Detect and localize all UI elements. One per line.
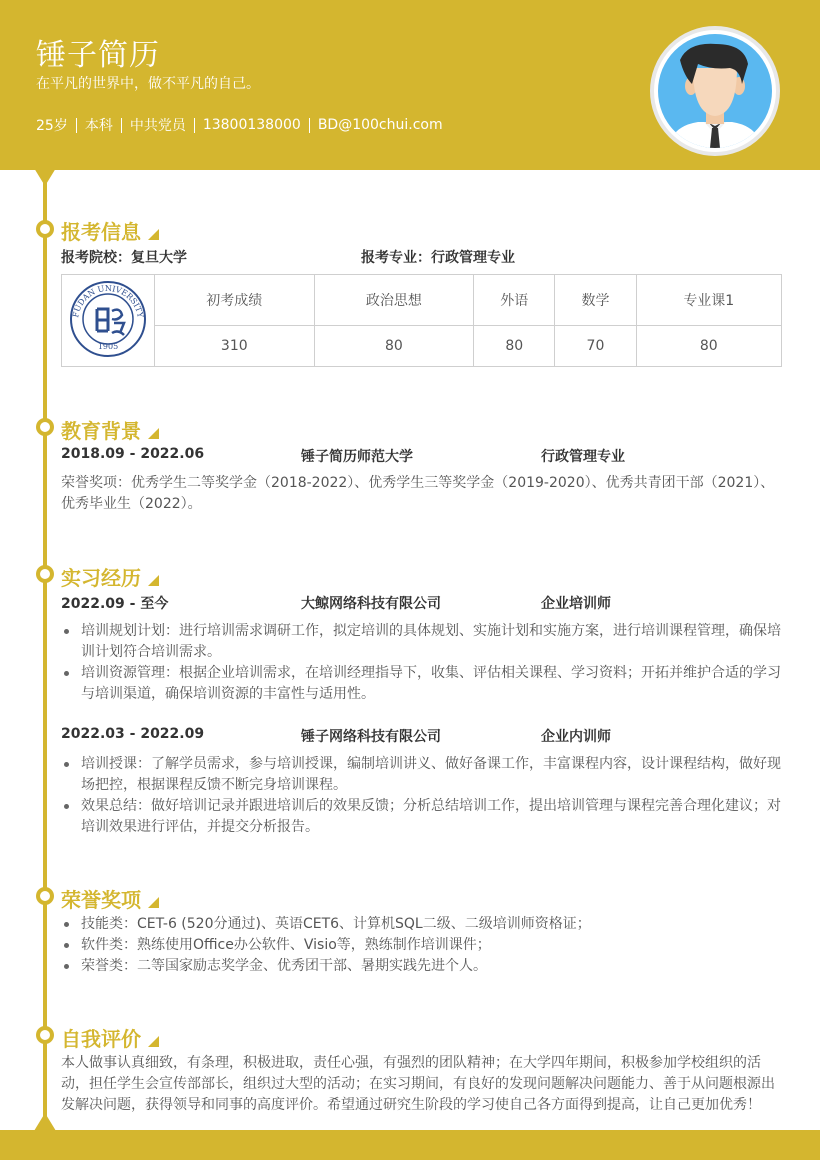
section-title-text: 报考信息	[61, 220, 141, 244]
job-company: 锤子网络科技有限公司	[301, 729, 441, 745]
info-degree: 本科	[84, 118, 113, 134]
table-cell: 310	[155, 325, 315, 366]
section-title-education	[61, 415, 159, 444]
avatar	[650, 26, 780, 156]
section-marker	[36, 1026, 54, 1044]
list-item: 效果总结：做好培训记录并跟进培训后的效果反馈；分析总结培训工作，提出培训管理与课程完善合理化建议；对培训效果进行评估，并提交分析报告。	[61, 796, 783, 838]
logo-text: FUDAN UNIVERSITY	[71, 283, 145, 318]
table-cell: 80	[314, 325, 474, 366]
table-header-cell: 外语	[474, 275, 555, 326]
divider	[76, 118, 77, 133]
table-cell: 80	[474, 325, 555, 366]
list-item: 培训授课：了解学员需求，参与培训授课，编制培训讲义、做好备课工作，丰富课程内容，设计课程结构，做好现场把控，根据课程反馈不断完身培训课程。	[61, 754, 783, 796]
job-period: 2022.09 - 至今	[61, 596, 169, 612]
section-title-text: 实习经历	[61, 566, 141, 590]
section-title-text: 荣誉奖项	[61, 888, 141, 912]
section-title-self	[61, 1023, 159, 1052]
university-logo-cell	[62, 275, 155, 367]
awards-list	[61, 914, 783, 977]
apply-school: 报考院校：复旦大学	[61, 250, 187, 266]
divider	[121, 118, 122, 133]
section-title-internship	[61, 562, 159, 591]
list-item: 技能类：CET-6 (520分通过)、英语CET6、计算机SQL二级、二级培训师资格证；	[61, 914, 783, 935]
timeline-arrow-bottom	[34, 1113, 56, 1131]
list-item: 软件类：熟练使用Office办公软件、Visio等，熟练制作培训课件；	[61, 935, 783, 956]
edu-period: 2018.09 - 2022.06	[61, 446, 205, 462]
corner-triangle-icon	[148, 1036, 159, 1047]
divider	[194, 118, 195, 133]
edu-honors: 荣誉奖项：优秀学生二等奖学金（2018-2022）、优秀学生三等奖学金（2019-2020）、优秀共青团干部（2021）、优秀毕业生（2022）。	[61, 475, 775, 512]
job-duties	[61, 754, 783, 838]
section-title-awards	[61, 884, 159, 913]
apply-major: 报考专业：行政管理专业	[361, 250, 515, 266]
divider	[309, 118, 310, 133]
footer-band	[0, 1130, 820, 1160]
info-age: 25岁	[36, 118, 68, 134]
job-company: 大鲸网络科技有限公司	[301, 596, 441, 612]
section-title-text: 教育背景	[61, 419, 141, 443]
corner-triangle-icon	[148, 897, 159, 908]
section-title-apply	[61, 216, 159, 245]
table-row	[62, 325, 782, 366]
table-cell: 70	[555, 325, 636, 366]
info-email: BD@100chui.com	[317, 117, 443, 133]
list-item: 培训规划计划：进行培训需求调研工作，拟定培训的具体规划、实施计划和实施方案，进行培训课程管理，确保培训计划符合培训需求。	[61, 621, 783, 663]
job-period: 2022.03 - 2022.09	[61, 726, 205, 742]
resume-motto: 在平凡的世界中，做不平凡的自己。	[36, 76, 260, 92]
table-header-cell: 专业课1	[636, 275, 781, 326]
job-role: 企业培训师	[541, 596, 611, 612]
avatar-icon	[658, 34, 772, 148]
resume-name: 锤子简历	[36, 38, 160, 73]
section-marker	[36, 565, 54, 583]
section-marker	[36, 418, 54, 436]
logo-year: 1905	[97, 341, 119, 351]
score-table	[61, 274, 782, 367]
personal-info	[36, 115, 443, 135]
section-marker	[36, 220, 54, 238]
section-marker	[36, 887, 54, 905]
corner-triangle-icon	[148, 428, 159, 439]
corner-triangle-icon	[148, 575, 159, 586]
info-party: 中共党员	[129, 118, 186, 134]
table-header-cell: 政治思想	[314, 275, 474, 326]
timeline-line	[43, 170, 47, 1130]
timeline-arrow-top	[34, 168, 56, 186]
self-evaluation: 本人做事认真细致，有条理，积极进取，责任心强，有强烈的团队精神；在大学四年期间，积极参加学校组织的活动，担任学生会宣传部部长，组织过大型的活动；在实习期间，有良好的发现问题解决问题能力、善于从问题根源出发解决问题，获得领导和同事的高度评价。希望通过研究生阶段的学习使自己各方面得到提高，让自己更加优秀！	[61, 1055, 775, 1113]
fudan-logo-icon	[68, 279, 148, 359]
section-title-text: 自我评价	[61, 1027, 141, 1051]
table-header-cell: 数学	[555, 275, 636, 326]
table-header-cell: 初考成绩	[155, 275, 315, 326]
job-duties	[61, 621, 783, 705]
table-row	[62, 275, 782, 326]
info-phone: 13800138000	[202, 117, 301, 133]
edu-school: 锤子简历师范大学	[301, 449, 413, 465]
table-cell: 80	[636, 325, 781, 366]
job-role: 企业内训师	[541, 729, 611, 745]
list-item: 荣誉类：二等国家励志奖学金、优秀团干部、暑期实践先进个人。	[61, 956, 783, 977]
list-item: 培训资源管理：根据企业培训需求，在培训经理指导下，收集、评估相关课程、学习资料；开拓并维护合适的学习与培训渠道，确保培训资源的丰富性与适用性。	[61, 663, 783, 705]
corner-triangle-icon	[148, 229, 159, 240]
edu-major: 行政管理专业	[541, 449, 625, 465]
